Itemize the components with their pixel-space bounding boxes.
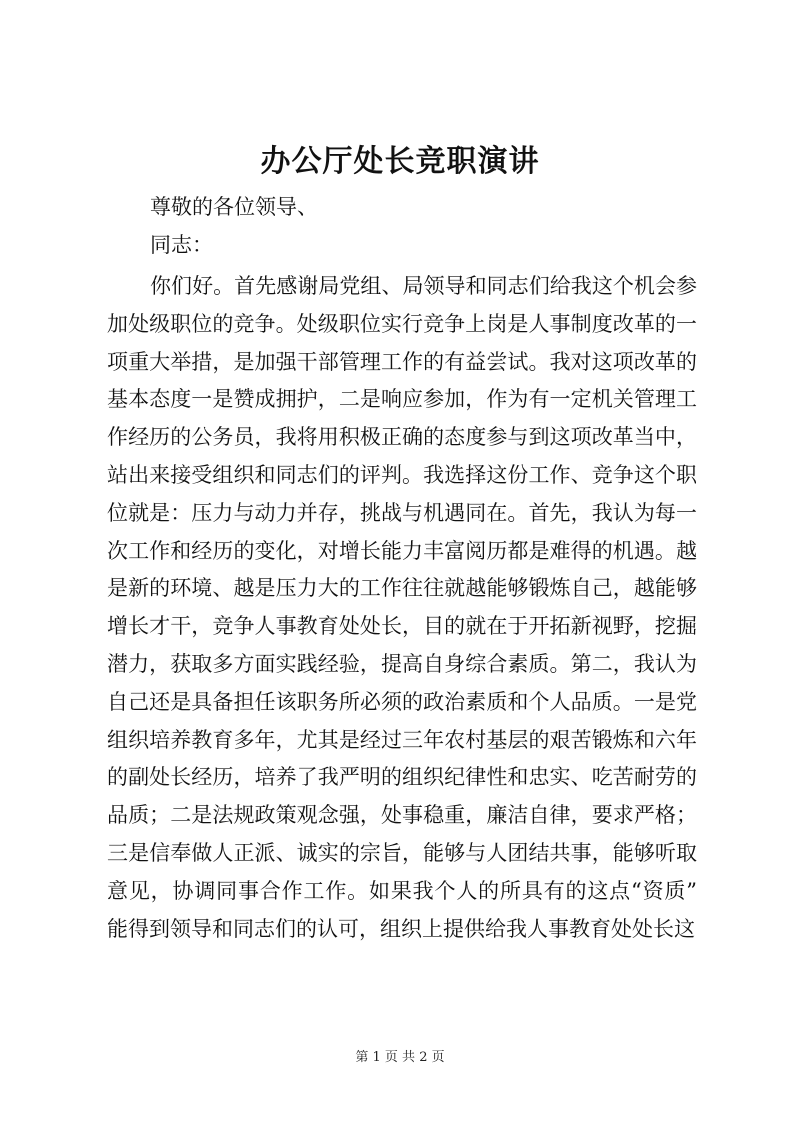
body-line: 你们好。首先感谢局党组、局领导和同志们给我这个机会参: [150, 274, 697, 298]
salutation-line: 尊敬的各位领导、: [150, 195, 318, 219]
body-line: 基本态度一是赞成拥护，二是响应参加，作为有一定机关管理工: [107, 387, 697, 412]
body-line: 品质；二是法规政策观念强，处事稳重，廉洁自律，要求严格；: [107, 803, 697, 828]
page-footer: 第 1 页 共 2 页: [355, 1050, 445, 1065]
body-line: 自己还是具备担任该职务所必须的政治素质和个人品质。一是党: [107, 689, 697, 714]
body-line: 潜力，获取多方面实践经验，提高自身综合素质。第二，我认为: [107, 651, 697, 676]
body-line: 站出来接受组织和同志们的评判。我选择这份工作、竞争这个职: [107, 462, 697, 487]
body-line: 三是信奉做人正派、诚实的宗旨，能够与人团结共事，能够听取: [107, 840, 697, 865]
body-line: 项重大举措，是加强干部管理工作的有益尝试。我对这项改革的: [107, 349, 697, 374]
body-line: 意见，协调同事合作工作。如果我个人的所具有的这点“资质”: [107, 878, 697, 903]
body-line: 增长才干，竞争人事教育处处长，目的就在于开拓新视野，挖掘: [107, 614, 697, 639]
body-line: 加处级职位的竞争。处级职位实行竞争上岗是人事制度改革的一: [107, 311, 697, 336]
body-line: 组织培养教育多年，尤其是经过三年农村基层的艰苦锻炼和六年: [107, 727, 697, 752]
document-title: 办公厅处长竞职演讲: [260, 144, 540, 179]
body-line: 能得到领导和同志们的认可，组织上提供给我人事教育处处长这: [107, 916, 695, 941]
salutation-line: 同志：: [150, 233, 213, 257]
body-line: 位就是：压力与动力并存，挑战与机遇同在。首先，我认为每一: [107, 500, 697, 525]
body-line: 的副处长经历，培养了我严明的组织纪律性和忠实、吃苦耐劳的: [107, 765, 697, 790]
body-line: 作经历的公务员，我将用积极正确的态度参与到这项改革当中，: [107, 425, 697, 450]
body-line: 是新的环境、越是压力大的工作往往就越能够锻炼自己，越能够: [107, 576, 697, 601]
body-line: 次工作和经历的变化，对增长能力丰富阅历都是难得的机遇。越: [107, 538, 697, 563]
speech-body: [107, 268, 697, 948]
